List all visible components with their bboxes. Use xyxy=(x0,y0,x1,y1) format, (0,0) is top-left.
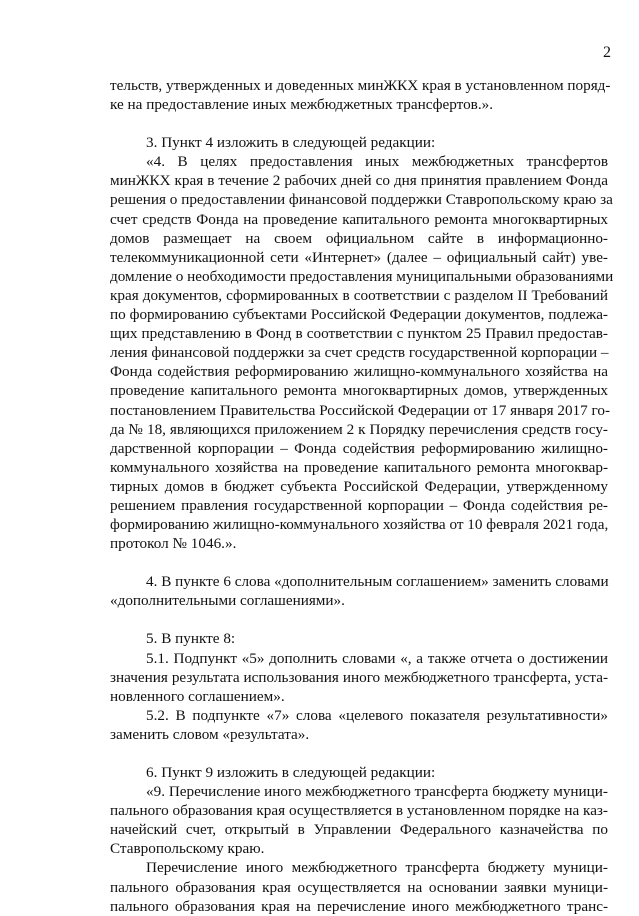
text-line: проведение капитального ремонта многоквартирных домов, утвержденных xyxy=(110,382,608,400)
text-line: 3. Пункт 4 изложить в следующей редакции: xyxy=(146,134,436,152)
text-line: заменить словом «результата». xyxy=(110,725,310,743)
text-line: Перечисление иного межбюджетного трансферта бюджету муници- xyxy=(146,859,608,877)
text-line: 6. Пункт 9 изложить в следующей редакции: xyxy=(146,764,436,781)
text-line: значения результата использования иного межбюджетного трансферта, уста- xyxy=(110,668,608,686)
paragraph xyxy=(110,858,608,915)
text-line: щих представлению в Фонд в соответствии с пунктом 25 Правил предостав- xyxy=(110,325,608,343)
text-line: новленного соглашением». xyxy=(110,687,285,705)
text-line: «9. Перечисление иного межбюджетного трансферта бюджету муници- xyxy=(146,783,608,801)
paragraph xyxy=(110,133,608,152)
text-line: 5. В пункте 8: xyxy=(146,630,236,648)
text-line: «дополнительными соглашениями». xyxy=(110,592,345,610)
paragraph-spacer xyxy=(110,744,608,763)
text-line: решением правления государственной корпорации – Фонда содействия ре- xyxy=(110,496,608,514)
text-line: решения о предоставлении финансовой поддержки Ставропольскому краю за xyxy=(110,191,613,209)
text-line: коммунального хозяйства на проведение капитального ремонта многоквар- xyxy=(110,458,608,476)
text-line: пального образования края осуществляется в установленном порядке на каз- xyxy=(110,802,608,820)
text-line: счет средств Фонда на проведение капитального ремонта многоквартирных xyxy=(110,210,608,228)
text-line: дарственной корпорации – Фонда содействия реформированию жилищно- xyxy=(110,439,608,457)
text-line: Ставропольскому краю. xyxy=(110,840,265,858)
text-line: начейский счет, открытый в Управлении Федерального казначейства по xyxy=(110,821,608,839)
text-line: домов размещает на своем официальном сайте в информационно- xyxy=(110,229,608,247)
document-body xyxy=(110,76,614,916)
text-line: формированию жилищно-коммунального хозяйства от 10 февраля 2021 года, xyxy=(110,516,609,534)
paragraph-spacer xyxy=(110,114,608,133)
text-line: тельств, утвержденных и доведенных минЖКХ края в установленном поряд- xyxy=(110,77,611,94)
text-line: края документов, сформированных в соответствии с разделом II Требований xyxy=(110,286,608,304)
text-line: тирных домов в бюджет субъекта Российской Федерации, утвержденному xyxy=(110,477,608,495)
text-line: домление о необходимости предоставления муниципальными образованиями xyxy=(110,267,614,285)
text-line: 4. В пункте 6 слова «дополнительным соглашением» заменить словами xyxy=(146,573,609,591)
text-line: 5.2. В подпункте «7» слова «целевого показателя результативности» xyxy=(146,706,608,724)
text-line: пального образования края осуществляется на основании заявки муници- xyxy=(110,878,608,896)
paragraph xyxy=(110,629,608,648)
paragraph xyxy=(110,782,608,858)
text-line: ке на предоставление иных межбюджетных трансфертов.». xyxy=(110,96,494,114)
text-line: да № 18, являющихся приложением 2 к Порядку перечисления средств госу- xyxy=(110,420,608,438)
text-line: телекоммуникационной сети «Интернет» (далее – официальный сайт) уве- xyxy=(110,248,608,266)
text-line: минЖКХ края в течение 2 рабочих дней со дня принятия правлением Фонда xyxy=(110,172,608,190)
page-number: 2 xyxy=(603,44,611,61)
text-line: пального образования края на перечисление иного межбюджетного транс- xyxy=(110,897,608,915)
paragraph-spacer xyxy=(110,610,608,629)
paragraph xyxy=(110,706,608,744)
text-line: постановлением Правительства Российской Федерации от 17 января 2017 го- xyxy=(110,401,611,419)
paragraph xyxy=(110,76,611,114)
text-line: ления финансовой поддержки за счет средств государственной корпорации – xyxy=(110,344,609,362)
text-line: 5.1. Подпункт «5» дополнить словами «, а также отчета о достижении xyxy=(146,649,608,667)
paragraph xyxy=(110,152,614,553)
text-line: «4. В целях предоставления иных межбюджетных трансфертов xyxy=(146,153,608,171)
paragraph-spacer xyxy=(110,553,608,572)
paragraph xyxy=(110,572,608,610)
paragraph xyxy=(110,649,608,706)
text-line: протокол № 1046.». xyxy=(110,535,237,553)
text-line: по формированию субъектами Российской Федерации документов, подлежа- xyxy=(110,306,608,324)
text-line: Фонда содействия реформированию жилищно-коммунального хозяйства на xyxy=(110,363,608,381)
paragraph xyxy=(110,763,608,782)
